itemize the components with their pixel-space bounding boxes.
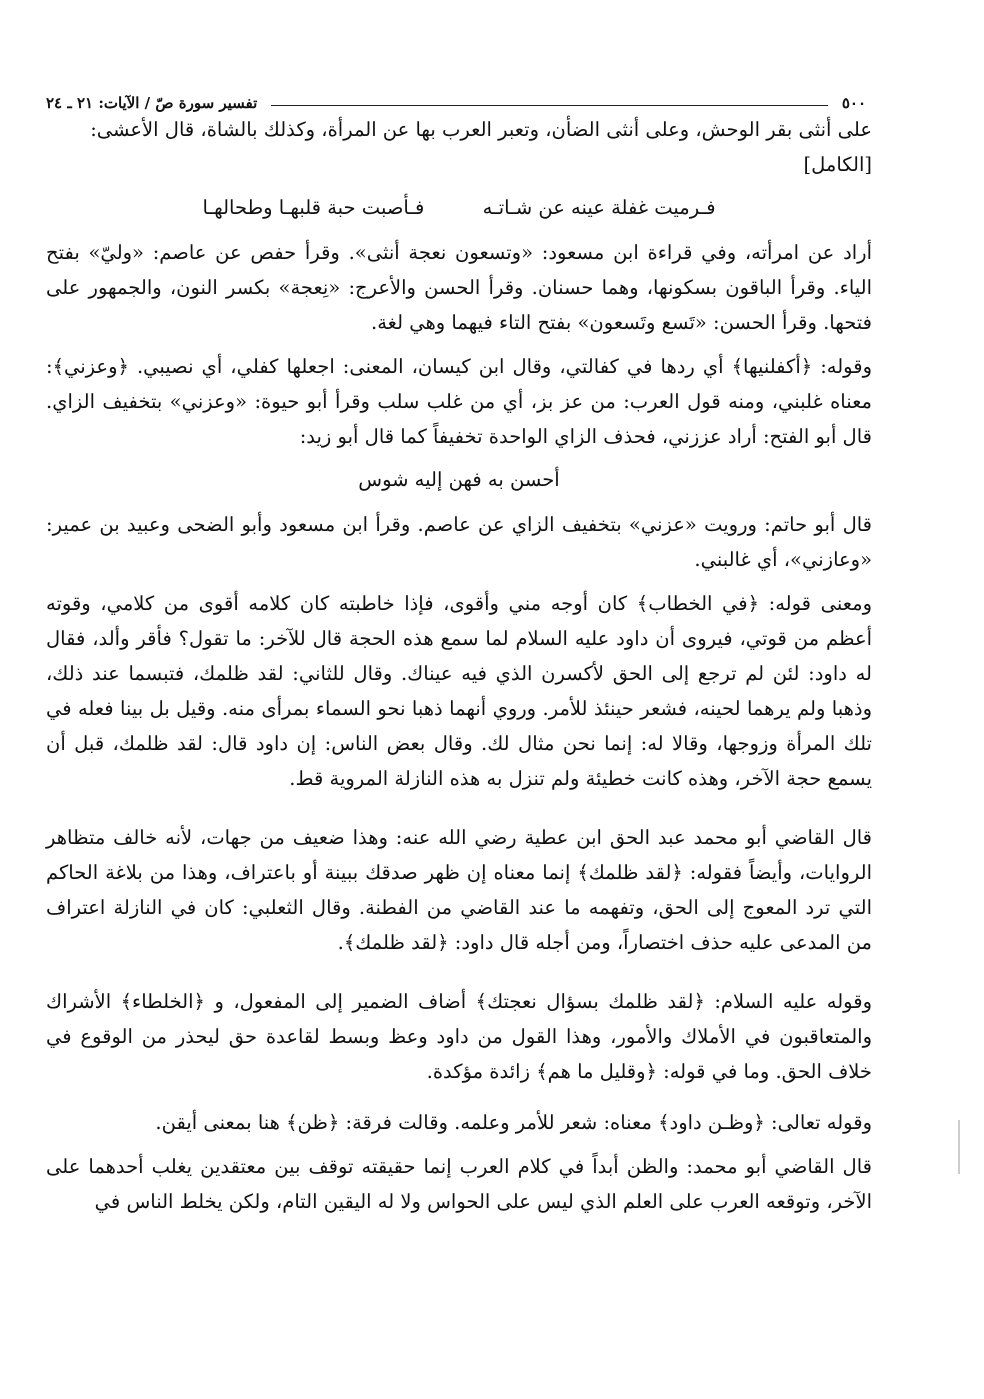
poetry-verse-1: [46, 190, 872, 225]
paragraph-4: قال أبو حاتم: ورويت «عزني» بتخفيف الزاي عن عاصم. وقرأ ابن مسعود وأبو الضحى وعبيد بن عمير: «وعازني»، أي غالبني.: [46, 513, 872, 571]
running-header: [46, 84, 866, 112]
poetry-verse-2: [46, 462, 872, 497]
paragraph-3: وقوله: ﴿أكفلنيها﴾ أي ردها في كفالتي، وقال ابن كيسان، المعنى: اجعلها كفلي، أي نصيبي. ﴿وعزني﴾: معناه غلبني، ومنه قول العرب: من عز بز، أي من غلب سلب وقرأ أبو حيوة: «وعزني» بتخفيف الزاي. قال أبو الفتح: أراد عززني، فحذف الزاي الواحدة تخفيفاً كما قال أبو زيد:: [46, 355, 872, 448]
paragraph-1: على أنثى بقر الوحش، وعلى أنثى الضأن، وتعبر العرب بها عن المرأة، وكذلك بالشاة، قال الأعشى:: [90, 118, 872, 141]
paragraph-7: وقوله عليه السلام: ﴿لقد ظلمك بسؤال نعجتك﴾ أضاف الضمير إلى المفعول، و ﴿الخلطاء﴾ الأشراك والمتعاقبون في الأملاك والأمور، وهذا القول من داود وعظ وبسط لقاعدة حق ليحذر من الوقوع في خلاف الحق. وما في قوله: ﴿وقليل ما هم﴾ زائدة مؤكدة.: [46, 990, 872, 1083]
page-body: [46, 112, 872, 1219]
verse-1-second-hemistich: فـأصبت حبة قلبهـا وطحالهـا: [202, 196, 425, 219]
paragraph-6: قال القاضي أبو محمد عبد الحق ابن عطية رضي الله عنه: وهذا ضعيف من جهات، لأنه خالف متظاهر الروايات، وأيضاً فقوله: ﴿لقد ظلمك﴾ إنما معناه إن ظهر صدقك ببينة أو باعتراف، وهذا من بلاغة الحاكم التي ترد المعوج إلى الحق، وتفهمه ما عند القاضي من الفطنة. وقال الثعلبي: كان في النازلة اعتراف من المدعى عليه حذف اختصاراً، ومن أجله قال داود: ﴿لقد ظلمك﴾.: [46, 826, 872, 954]
scan-artifact: [958, 1120, 960, 1174]
page-number: ٥٠٠: [841, 94, 866, 112]
paragraph-8: وقوله تعالى: ﴿وظـن داود﴾ معناه: شعر للأمر وعلمه. وقالت فرقة: ﴿ظن﴾ هنا بمعنى أيقن.: [155, 1111, 872, 1134]
meter-label: [الكامل]: [803, 153, 872, 176]
verse-1-first-hemistich: فـرميت غفلة عينه عن شـاتـه: [482, 196, 716, 219]
verse-2-text: أحسن به فهن إليه شوس: [358, 468, 560, 491]
paragraph-9: قال القاضي أبو محمد: والظن أبداً في كلام العرب إنما حقيقته توقف بين معتقدين يغلب أحدهما على الآخر، وتوقعه العرب على العلم الذي ليس على الحواس ولا له اليقين التام، ولكن يخلط الناس في: [46, 1155, 872, 1213]
paragraph-2: أراد عن امرأته، وفي قراءة ابن مسعود: «وتسعون نعجة أنثى». وقرأ حفص عن عاصم: «وليّ» بفتح الياء. وقرأ الباقون بسكونها، وهما حسنان. وقرأ الحسن والأعرج: «نِعجة» بكسر النون، والجمهور على فتحها. وقرأ الحسن: «تَسع وتَسعون» بفتح التاء فيهما وهي لغة.: [46, 241, 872, 334]
paragraph-5: ومعنى قوله: ﴿في الخطاب﴾ كان أوجه مني وأقوى، فإذا خاطبته كان كلامه أقوى من كلامي، وقوته أعظم من قوتي، فيروى أن داود عليه السلام لما سمع هذه الحجة قال للآخر: ما تقول؟ فأقر وألد، فقال له داود: لئن لم ترجع إلى الحق لأكسرن الذي فيه عيناك. وقال للثاني: لقد ظلمك، فتبسما عند ذلك، وذهبا ولم يرهما لحينه، فشعر حينئذ للأمر. وروي أنهما ذهبا نحو السماء بمرأى منه. وقيل بل بينا فعله في تلك المرأة وزوجها، وقالا له: إنما نحن مثال لك. وقال بعض الناس: إن داود قال: لقد ظلمك، قبل أن يسمع حجة الآخر، وهذه كانت خطيئة ولم تنزل به هذه النازلة المروية قط.: [46, 592, 872, 790]
running-title: تفسير سورة صّ / الآيات: ٢١ ـ ٢٤: [46, 94, 258, 112]
header-rule: [271, 105, 828, 106]
